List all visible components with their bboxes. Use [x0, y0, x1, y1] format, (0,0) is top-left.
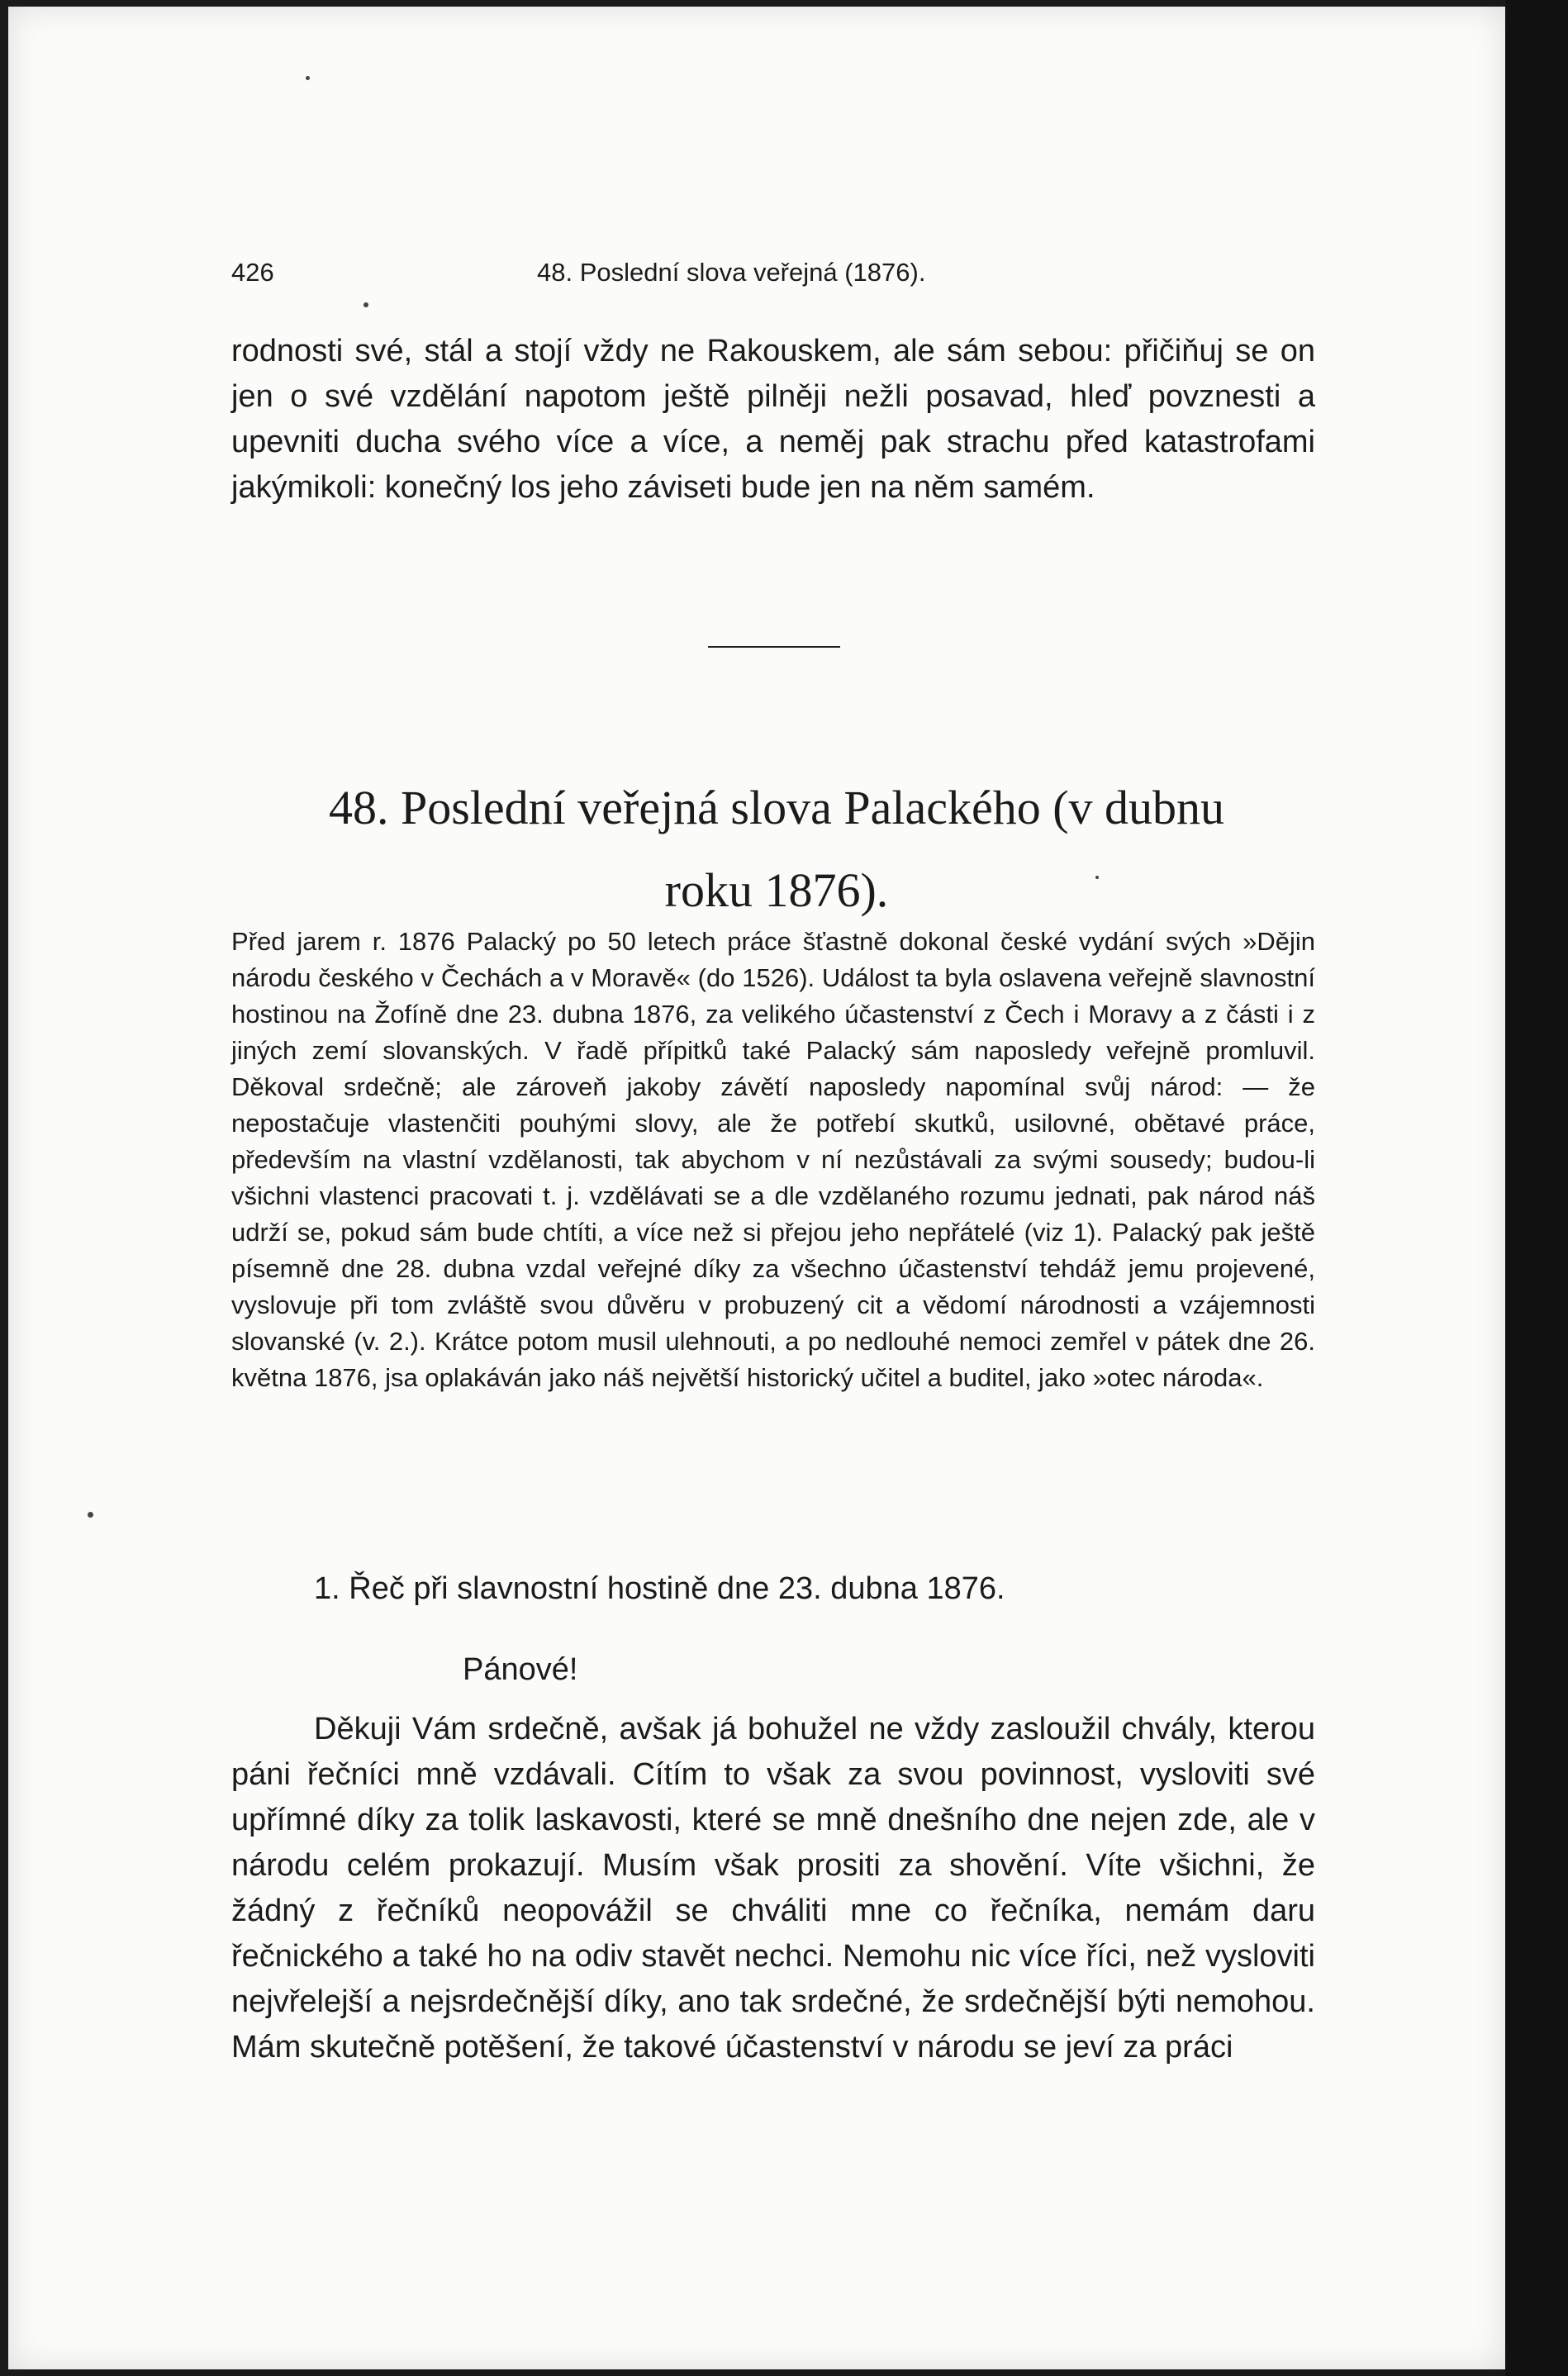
intro-paragraph: Před jarem r. 1876 Palacký po 50 letech práce šťastně dokonal české vydání svých »Dějin národu českého v Čechách a v Moravě« (do 1526). Událost ta byla oslavena veřejně slavnostní hostinou na Žofíně dne 23. dubna 1876, za velikého účastenství z Čech i Moravy a z části i z jiných zemí slovanských. V řadě přípitků také Palacký sám naposledy veřejně promluvil. Děkoval srdečně; ale zároveň jakoby závětí naposledy napomínal svůj národ: — že nepostačuje vlastenčiti pouhými slovy, ale že potřebí skutků, usilovné, obětavé práce, především na vlastní vzdělanosti, tak abychom v ní nezůstávali za svými sousedy; budou-li všichni vlastenci pracovati t. j. vzdělávati se a dle vzdělaného rozumu jednati, pak národ náš udrží se, pokud sám bude chtíti, a více než si přejou jeho nepřátelé (viz 1). Palacký pak ještě písemně dne 28. dubna vzdal veřejné díky za všechno účastenství tehdáž jemu projevené, vyslovuje při tom zvláště svou důvěru v probuzený cit a vědomí národnosti a vzájemnosti slovanské (v. 2.). Krátce potom musil ulehnouti, a po nedlouhé nemoci zemřel v pátek dne 26. května 1876, jsa oplakáván jako náš největší historický učitel a buditel, jako »otec národa«.	[231, 927, 1315, 1392]
chapter-heading-line1: 48. Poslední veřejná slova Palackého (v dubnu	[328, 781, 1225, 834]
print-speck	[88, 1512, 93, 1518]
continuation-paragraph: rodnosti své, stál a stojí vždy ne Rakouskem, ale sám sebou: přičiňuj se on jen o své vzdělání napotom ještě pilněji nežli posavad, hleď povznesti a upevniti ducha svého více a více, a neměj pak strachu před katastrofami jakýmikoli: konečný los jeho záviseti bude jen na něm samém.	[231, 334, 1315, 505]
running-title: 48. Poslední slova veřejná (1876).	[537, 258, 926, 287]
section-heading: 1. Řeč při slavnostní hostině dne 23. dubna 1876.	[314, 1571, 1005, 1606]
salutation: Pánové!	[463, 1652, 578, 1687]
print-speck	[306, 76, 310, 80]
speech-paragraph: Děkuji Vám srdečně, avšak já bohužel ne vždy zasloužil chvály, kterou páni řečníci mně vzdávali. Cítím to však za svou povinnost, vysloviti své upřímné díky za tolik laskavosti, které se mně dnešního dne nejen zde, ale v národu celém prokazují. Musím však prositi za shovění. Víte všichni, že žádný z řečníků neopovážil se chváliti mne co řečníka, nemám daru řečnického a také ho na odiv stavět nechci. Nemohu nic více říci, než vysloviti nejvřelejší a nejsrdečnější díky, ano tak srdečné, že srdečnější býti nemohou. Mám skutečně potěšení, že takové účastenství v národu se jeví za práci	[231, 1712, 1315, 2065]
page-number: 426	[231, 258, 274, 287]
chapter-heading-line2: roku 1876).	[664, 863, 889, 917]
print-speck	[363, 302, 368, 307]
running-header	[231, 258, 1322, 294]
section-divider	[708, 646, 840, 648]
chapter-heading	[223, 767, 1330, 932]
scan-border	[1505, 0, 1568, 2376]
